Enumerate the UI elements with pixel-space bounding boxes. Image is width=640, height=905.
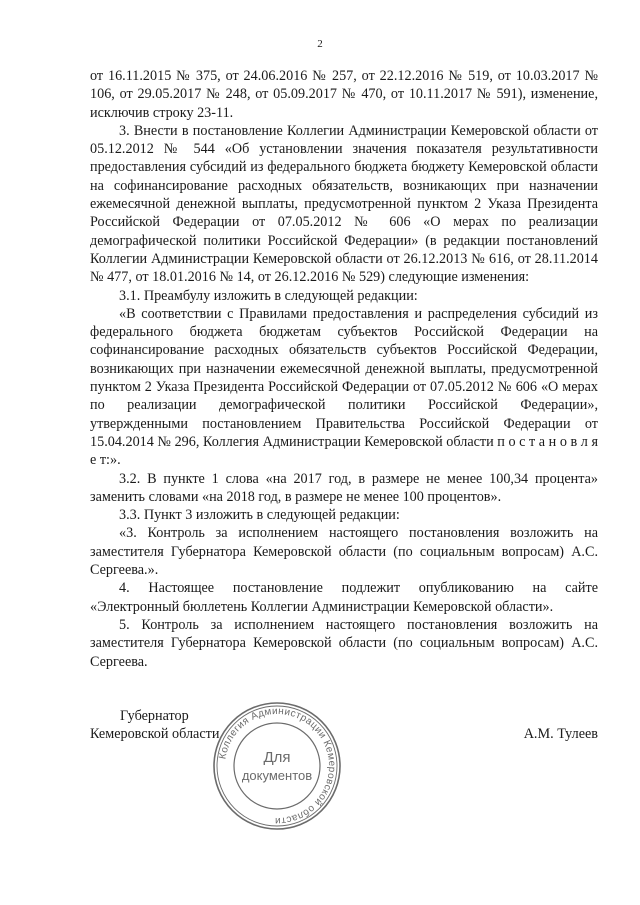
paragraph-preamble-quote: «В соответствии с Правилами предоставления и распределения субсидий из федерального бюджета бюджетам субъектов Российской Федерации на софинансирование расходных обязательств субъектов Российской Федерации, возникающих при назначении ежемесячной денежной выплаты, предусмотренной пунктом 2 Указа Президента Российской Федерации от 07.05.2012 № 606 «О мерах по реализации демографической политики Российской Федерации», утвержденными постановлением Правительства Российской Федерации от 15.04.2014 № 296, Коллегия Администрации Кемеровской области п о с т а н о в л я е т:». [90,305,598,469]
document-body [90,67,598,671]
stamp-inner-ring-b [234,723,320,809]
stamp-ring-text-path: Коллегия Администрации Кемеровской области [217,705,338,827]
paragraph-item-4: 4. Настоящее постановление подлежит опубликованию на сайте «Электронный бюллетень Коллегии Администрации Кемеровской области». [90,580,598,615]
signature-block [90,707,598,744]
signatory-title: Губернатор [120,708,189,724]
stamp-outer-ring [214,703,340,829]
paragraph-item-5: 5. Контроль за исполнением настоящего постановления возложить на заместителя Губернатора Кемеровской области (по социальным вопросам) А.С. Сергеева. [90,616,598,670]
paragraph-continuation: от 16.11.2015 № 375, от 24.06.2016 № 257, от 22.12.2016 № 519, от 10.03.2017 № 106, от 29.05.2017 № 248, от 05.09.2017 № 470, от 10.11.2017 № 591), изменение, исключив строку 23-11. [90,68,598,121]
paragraph-item-3-3: 3.3. Пункт 3 изложить в следующей редакции: [119,507,400,524]
signatory-name: А.М. Тулеев [523,726,598,743]
paragraph-item-3: 3. Внести в постановление Коллегии Администрации Кемеровской области от 05.12.2012 № 544 «Об установлении значения показателя результативности предоставления субсидий из федерального бюджета бюджету Кемеровской области на софинансирование расходных обязательств, возникающих при назначении ежемесячной денежной выплаты, предусмотренной пунктом 2 Указа Президента Российской Федерации от 07.05.2012 № 606 «О мерах по реализации демографической политики Российской Федерации» (в редакции постановлений Коллегии Администрации Кемеровской области от 26.12.2013 № 616, от 28.11.2014 № 477, от 18.01.2016 № 14, от 26.12.2016 № 529) следующие изменения: [90,122,598,286]
stamp-center-line2: документов [241,768,313,783]
signatory-region: Кемеровской области [90,726,220,743]
stamp-center-line1: Для [263,749,291,766]
paragraph-item-3-2: 3.2. В пункте 1 слова «на 2017 год, в размере не менее 100,34 процента» заменить словами «на 2018 год, в размере не менее 100 процентов». [90,470,598,505]
page-number: 2 [317,38,323,50]
paragraph-item-3-3-quote: «3. Контроль за исполнением настоящего постановления возложить на заместителя Губернатора Кемеровской области (по социальным вопросам) А.С. Сергеева.». [90,525,598,579]
official-stamp [211,700,343,832]
paragraph-item-3-1: 3.1. Преамбулу изложить в следующей редакции: [119,287,418,304]
